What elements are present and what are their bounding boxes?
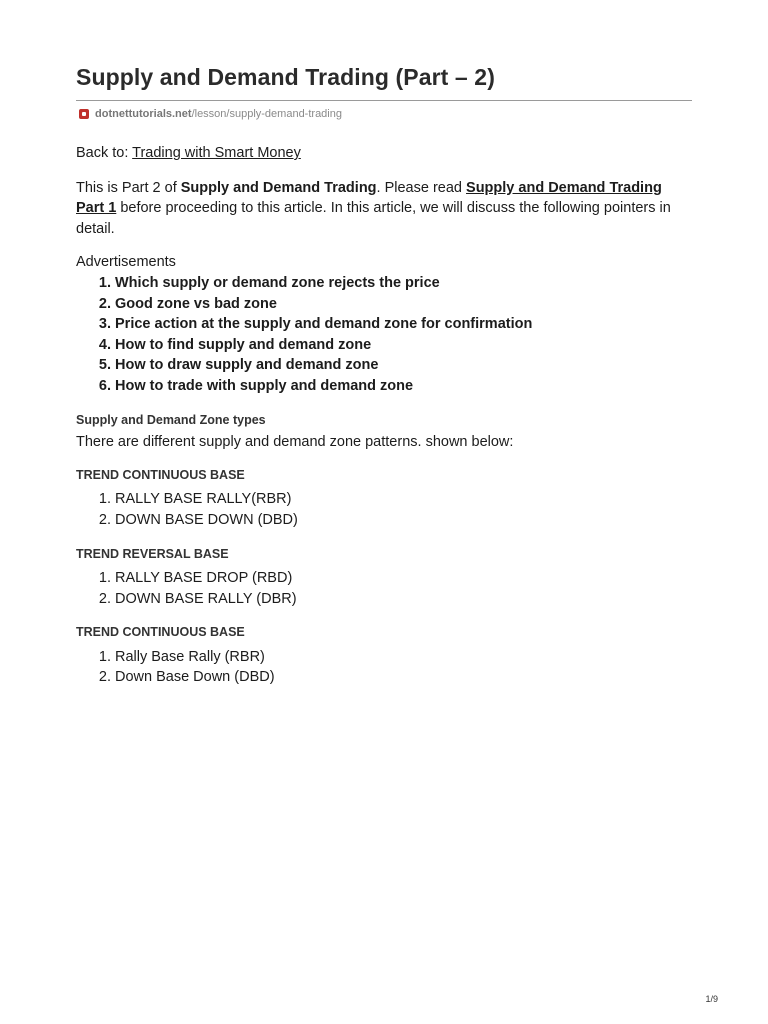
back-to-line <box>76 143 692 164</box>
back-to-prefix: Back to: <box>76 145 133 161</box>
section-list-3 <box>76 647 692 688</box>
list-item: 1. RALLY BASE DROP (RBD) <box>115 568 692 589</box>
zone-types-heading: Supply and Demand Zone types <box>76 412 266 427</box>
page-number: 1/9 <box>705 994 718 1004</box>
intro-paragraph <box>76 178 692 240</box>
list-item: 5. How to draw supply and demand zone <box>115 355 692 376</box>
source-path: /lesson/supply-demand-trading <box>191 108 342 120</box>
list-item: 1. RALLY BASE RALLY(RBR) <box>115 489 692 510</box>
list-item: 1. Which supply or demand zone rejects the price <box>115 273 692 294</box>
list-item: 2. Down Base Down (DBD) <box>115 667 692 688</box>
section-heading-2: TREND REVERSAL BASE <box>76 546 229 561</box>
section-list-2 <box>76 568 692 609</box>
list-item: 3. Price action at the supply and demand zone for confirmation <box>115 314 692 335</box>
source-url[interactable] <box>79 108 342 120</box>
page-title: Supply and Demand Trading (Part – 2) <box>76 64 495 90</box>
back-to-link[interactable]: Trading with Smart Money <box>132 145 301 161</box>
intro-text-1: This is Part 2 of <box>76 179 181 196</box>
list-item: 1. Rally Base Rally (RBR) <box>115 647 692 668</box>
section-heading-3: TREND CONTINUOUS BASE <box>76 625 245 640</box>
list-item: 2. DOWN BASE RALLY (DBR) <box>115 589 692 610</box>
site-favicon-icon <box>79 109 89 119</box>
intro-text-2: . Please read <box>376 179 467 196</box>
section-list-1 <box>76 489 692 530</box>
source-domain: dotnettutorials.net <box>95 108 192 120</box>
intro-text-3: before proceeding to this article. In this article, we will discuss the following pointers in detail. <box>76 200 671 237</box>
list-item: 2. Good zone vs bad zone <box>115 294 692 315</box>
section-heading-1: TREND CONTINUOUS BASE <box>76 467 245 482</box>
title-divider <box>76 100 692 101</box>
zone-types-text: There are different supply and demand zone patterns. shown below: <box>76 434 514 451</box>
pointers-list <box>76 273 692 397</box>
advertisements-label: Advertisements <box>76 254 176 271</box>
list-item: 6. How to trade with supply and demand zone <box>115 376 692 397</box>
part1-link[interactable]: Supply and Demand Trading Part 1 <box>76 179 662 217</box>
list-item: 2. DOWN BASE DOWN (DBD) <box>115 510 692 531</box>
list-item: 4. How to find supply and demand zone <box>115 335 692 356</box>
intro-bold-title: Supply and Demand Trading <box>180 179 377 196</box>
article-content <box>76 143 692 688</box>
